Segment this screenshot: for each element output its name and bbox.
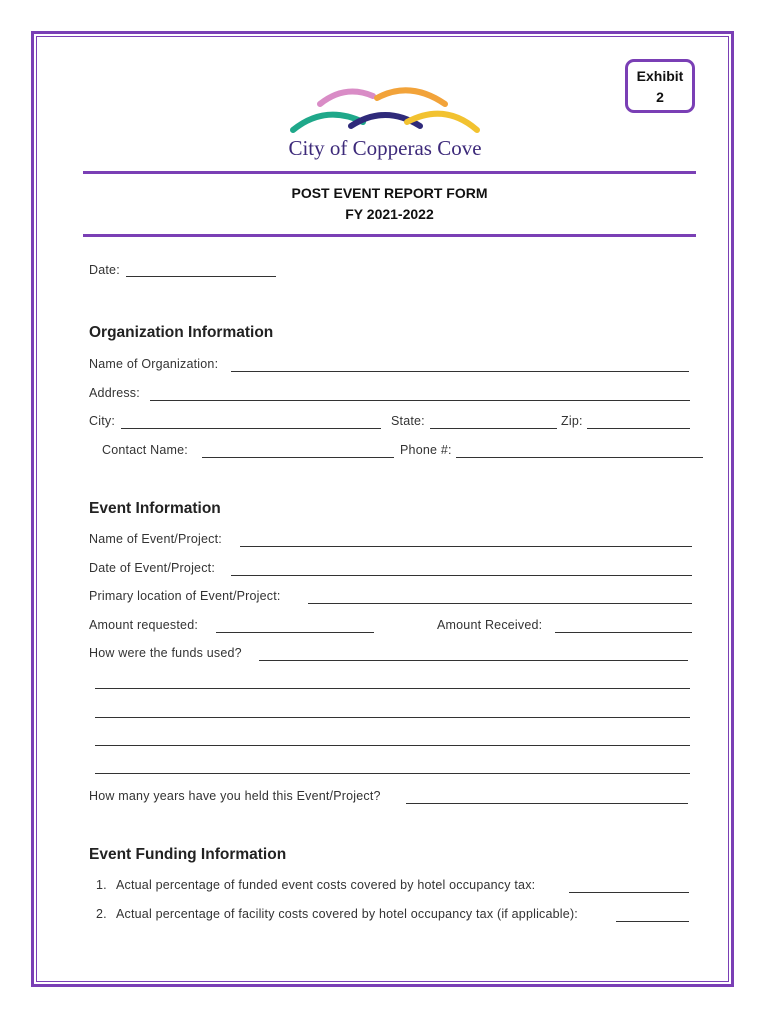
exhibit-number: 2 [656, 89, 664, 105]
funds-used-label: How were the funds used? [89, 646, 242, 660]
exhibit-label: Exhibit [636, 68, 684, 84]
state-field[interactable] [430, 428, 557, 429]
contact-name-field[interactable] [202, 457, 394, 458]
funding-item-2-field[interactable] [616, 921, 689, 922]
funds-used-field[interactable] [259, 660, 688, 661]
funding-item-1 [96, 878, 535, 892]
date-field[interactable] [126, 276, 276, 277]
amount-requested-field[interactable] [216, 632, 374, 633]
phone-field[interactable] [456, 457, 703, 458]
amount-requested-label: Amount requested: [89, 618, 199, 632]
city-logo-text: City of Copperas Cove [288, 136, 482, 160]
event-location-label: Primary location of Event/Project: [89, 589, 281, 603]
contact-name-label: Contact Name: [102, 443, 188, 457]
funding-item-1-text: Actual percentage of funded event costs covered by hotel occupancy tax: [116, 878, 536, 892]
event-date-field[interactable] [231, 575, 692, 576]
funding-item-2-number: 2. [96, 907, 107, 921]
date-label: Date: [89, 263, 120, 277]
form-fiscal-year: FY 2021-2022 [345, 206, 434, 222]
address-field[interactable] [150, 400, 690, 401]
organization-heading: Organization Information [89, 324, 274, 341]
address-label: Address: [89, 386, 140, 400]
funds-used-line-5[interactable] [95, 773, 690, 774]
funding-item-1-number: 1. [96, 878, 107, 892]
funds-used-line-2[interactable] [95, 688, 690, 689]
organization-name-label: Name of Organization: [89, 357, 219, 371]
city-field[interactable] [121, 428, 381, 429]
event-name-label: Name of Event/Project: [89, 532, 222, 546]
phone-label: Phone #: [400, 443, 452, 457]
event-heading: Event Information [89, 500, 221, 517]
funding-heading: Event Funding Information [89, 846, 287, 863]
event-name-field[interactable] [240, 546, 692, 547]
state-label: State: [391, 414, 425, 428]
years-held-label: How many years have you held this Event/Project? [89, 789, 381, 803]
header-rule-bottom [83, 234, 696, 237]
amount-received-field[interactable] [555, 632, 692, 633]
header-rule-top [83, 171, 696, 174]
years-held-field[interactable] [406, 803, 688, 804]
funds-used-line-3[interactable] [95, 717, 690, 718]
funding-item-1-field[interactable] [569, 892, 689, 893]
event-date-label: Date of Event/Project: [89, 561, 215, 575]
funding-item-2-text: Actual percentage of facility costs covered by hotel occupancy tax (if applicable): [116, 907, 578, 921]
city-label: City: [89, 414, 115, 428]
zip-field[interactable] [587, 428, 690, 429]
funding-item-2 [96, 907, 578, 921]
form-title: POST EVENT REPORT FORM [291, 185, 488, 201]
zip-label: Zip: [561, 414, 583, 428]
funds-used-line-4[interactable] [95, 745, 690, 746]
exhibit-badge [625, 59, 695, 113]
event-location-field[interactable] [308, 603, 692, 604]
organization-name-field[interactable] [231, 371, 689, 372]
amount-received-label: Amount Received: [437, 618, 543, 632]
